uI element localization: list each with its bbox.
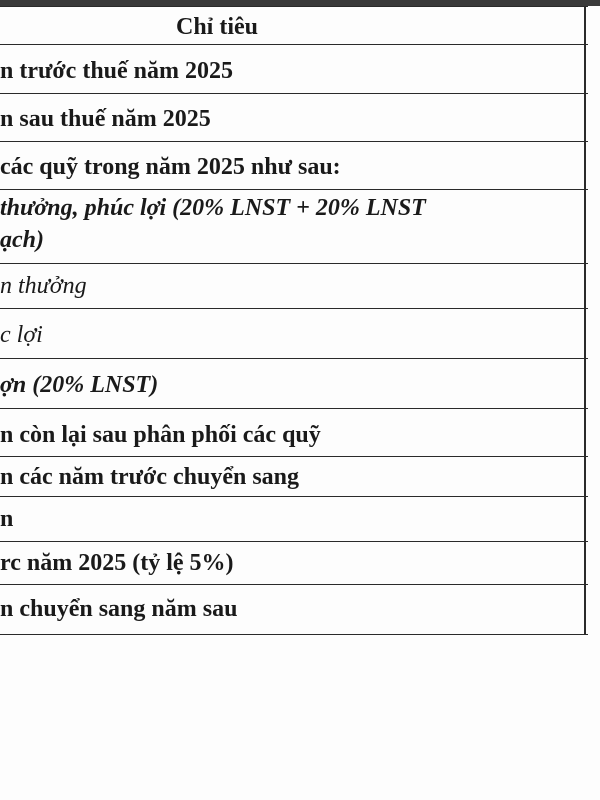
table-row bbox=[0, 409, 588, 457]
row-label: rc năm 2025 (tỷ lệ 5%) bbox=[0, 550, 234, 576]
table-row bbox=[0, 457, 588, 497]
row-label: n thưởng bbox=[0, 273, 87, 299]
row-label: n sau thuế năm 2025 bbox=[0, 106, 211, 132]
row-label-line-2: ạch) bbox=[0, 227, 44, 253]
table-row bbox=[0, 497, 588, 542]
table-row bbox=[0, 94, 588, 142]
table-row bbox=[0, 309, 588, 359]
table-row bbox=[0, 542, 588, 585]
row-label: các quỹ trong năm 2025 như sau: bbox=[0, 154, 341, 180]
row-label: n chuyển sang năm sau bbox=[0, 596, 238, 622]
table-row bbox=[0, 190, 588, 264]
row-label: n các năm trước chuyển sang bbox=[0, 464, 300, 490]
header-label: Chỉ tiêu bbox=[176, 14, 259, 40]
table-row bbox=[0, 359, 588, 409]
row-label: n bbox=[0, 506, 14, 532]
row-label: c lợi bbox=[0, 322, 43, 348]
row-label-line-1: thưởng, phúc lợi (20% LNST + 20% LNST bbox=[0, 195, 426, 221]
row-label: n trước thuế năm 2025 bbox=[0, 58, 234, 84]
row-label: n còn lại sau phân phối các quỹ bbox=[0, 422, 321, 448]
table-header-row bbox=[0, 7, 588, 45]
row-label: ợn (20% LNST) bbox=[0, 372, 159, 398]
table-row bbox=[0, 45, 588, 94]
table-row bbox=[0, 264, 588, 309]
indicator-table bbox=[0, 6, 588, 635]
table-row bbox=[0, 585, 588, 635]
table-row bbox=[0, 142, 588, 190]
